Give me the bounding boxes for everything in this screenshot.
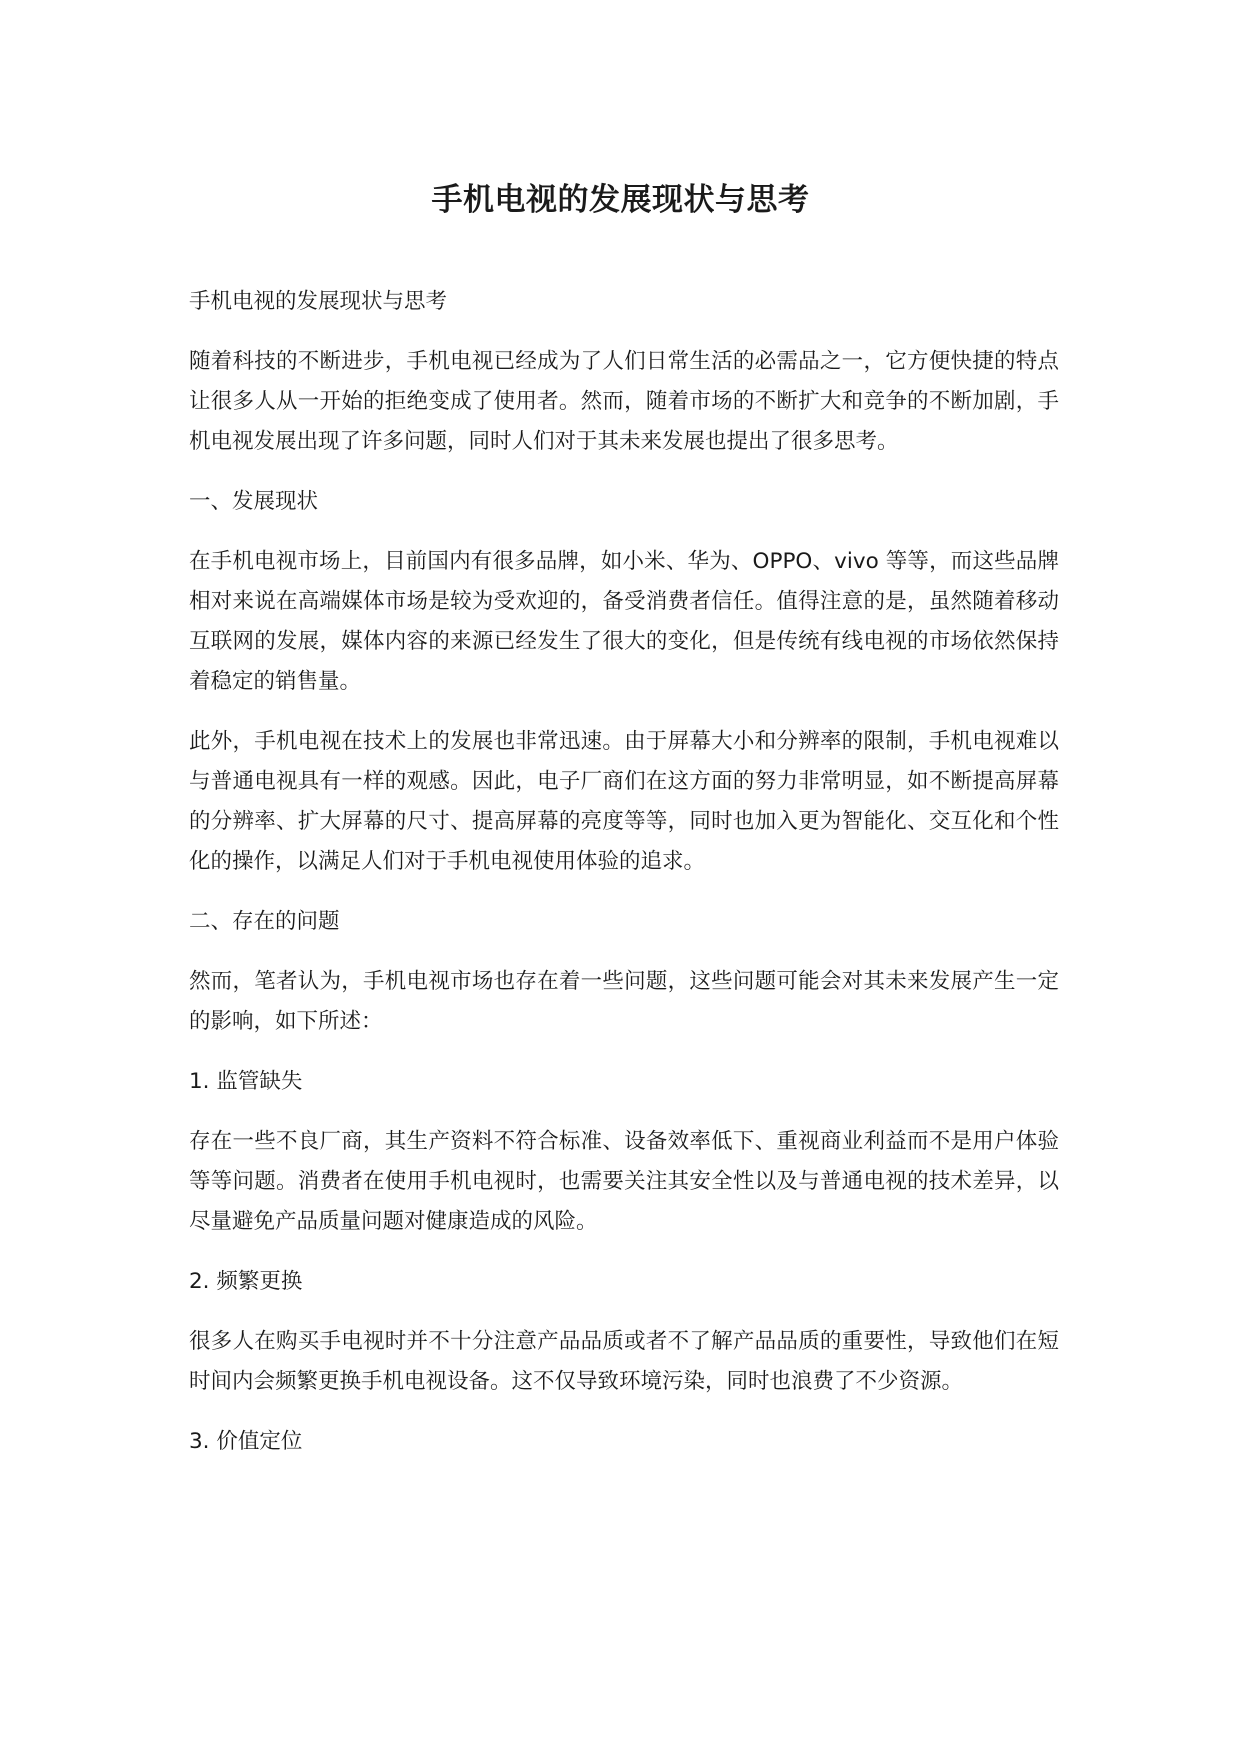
problem-text-replacement: 很多人在购买手电视时并不十分注意产品品质或者不了解产品品质的重要性，导致他们在短时间内会频繁更换手机电视设备。这不仅导致环境污染，同时也浪费了不少资源。 [189, 1329, 1059, 1394]
section-heading-problems: 二、存在的问题 [189, 909, 340, 934]
problem-text-regulation: 存在一些不良厂商，其生产资料不符合标准、设备效率低下、重视商业利益而不是用户体验等等问题。消费者在使用手机电视时，也需要关注其安全性以及与普通电视的技术差异，以尽量避免产品质量问题对健康造成的风险。 [189, 1129, 1059, 1234]
problem-heading-regulation: 1. 监管缺失 [189, 1069, 303, 1094]
intro-paragraph: 随着科技的不断进步，手机电视已经成为了人们日常生活的必需品之一，它方便快捷的特点让很多人从一开始的拒绝变成了使用者。然而，随着市场的不断扩大和竞争的不断加剧，手机电视发展出现了许多问题，同时人们对于其未来发展也提出了很多思考。 [189, 349, 1059, 454]
problems-intro-paragraph: 然而，笔者认为，手机电视市场也存在着一些问题，这些问题可能会对其未来发展产生一定的影响，如下所述： [189, 969, 1059, 1034]
status-paragraph-1: 在手机电视市场上，目前国内有很多品牌，如小米、华为、OPPO、vivo 等等，而这些品牌相对来说在高端媒体市场是较为受欢迎的，备受消费者信任。值得注意的是，虽然随着移动互联网的发展，媒体内容的来源已经发生了很大的变化，但是传统有线电视的市场依然保持着稳定的销售量。 [189, 549, 1059, 694]
problem-heading-replacement: 2. 频繁更换 [189, 1269, 303, 1294]
document-title: 手机电视的发展现状与思考 [431, 182, 810, 218]
document-subtitle: 手机电视的发展现状与思考 [189, 289, 448, 314]
section-heading-status: 一、发展现状 [189, 489, 319, 514]
problem-heading-value-positioning: 3. 价值定位 [189, 1429, 303, 1454]
status-paragraph-2: 此外，手机电视在技术上的发展也非常迅速。由于屏幕大小和分辨率的限制，手机电视难以与普通电视具有一样的观感。因此，电子厂商们在这方面的努力非常明显，如不断提高屏幕的分辨率、扩大屏幕的尺寸、提高屏幕的亮度等等，同时也加入更为智能化、交互化和个性化的操作，以满足人们对于手机电视使用体验的追求。 [189, 729, 1059, 874]
document-body [189, 282, 1059, 1482]
